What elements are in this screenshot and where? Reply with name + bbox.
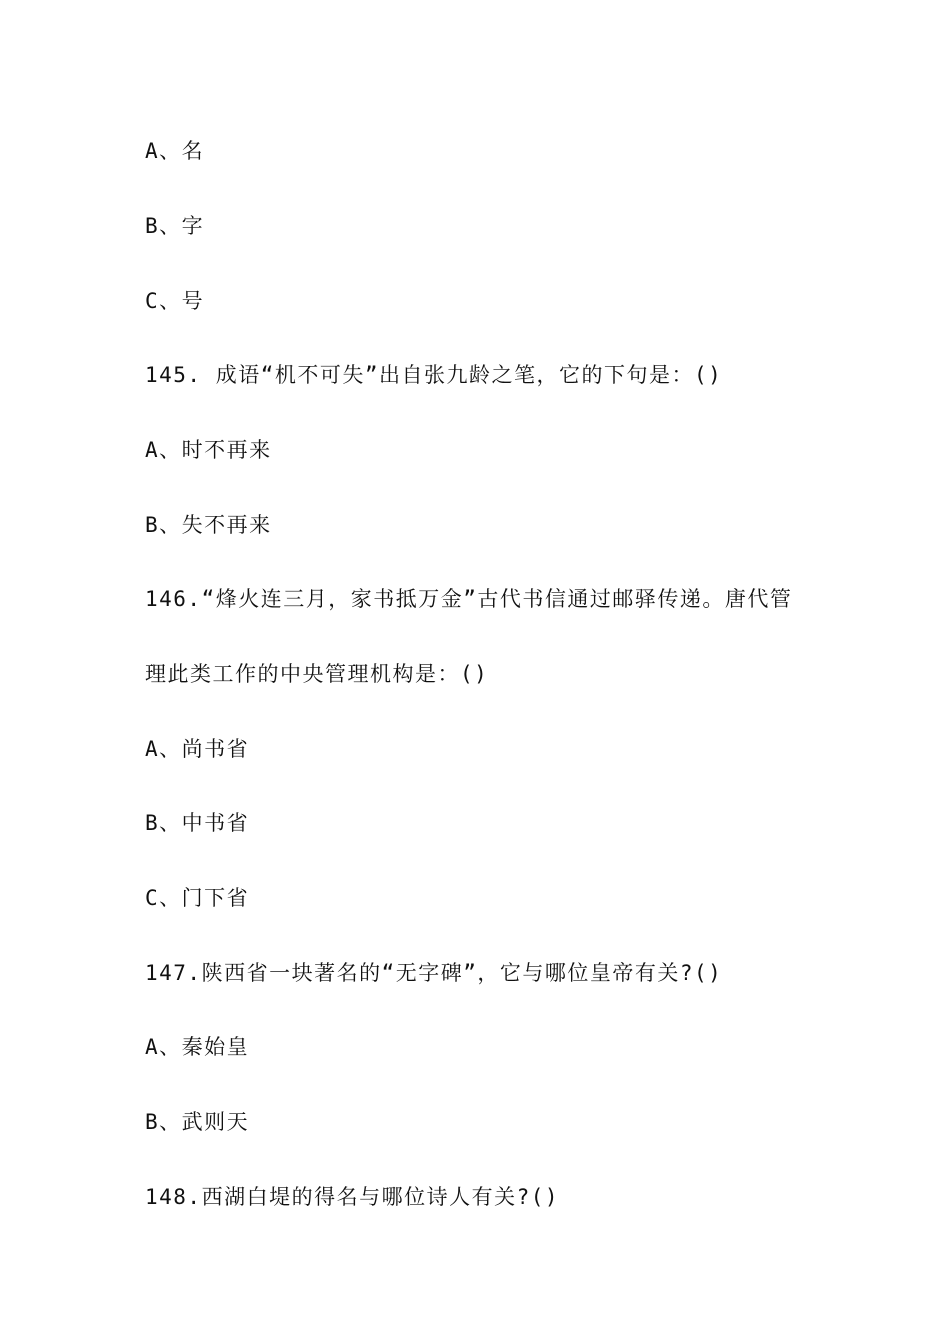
question-146-line-2: 理此类工作的中央管理机构是：() bbox=[145, 662, 489, 686]
question-146-line-1: 146.“烽火连三月，家书抵万金”古代书信通过邮驿传递。唐代管 bbox=[145, 587, 793, 611]
option-146-c: C、门下省 bbox=[145, 886, 250, 910]
option-145-b: B、失不再来 bbox=[145, 513, 272, 537]
option-144-c: C、号 bbox=[145, 289, 205, 313]
option-146-a: A、尚书省 bbox=[145, 737, 250, 761]
option-145-a: A、时不再来 bbox=[145, 438, 272, 462]
option-144-b: B、字 bbox=[145, 214, 205, 238]
option-147-b: B、武则天 bbox=[145, 1110, 250, 1134]
option-144-a: A、名 bbox=[145, 139, 205, 163]
option-147-a: A、秦始皇 bbox=[145, 1035, 250, 1059]
question-145: 145. 成语“机不可失”出自张九龄之笔，它的下句是：() bbox=[145, 363, 723, 387]
question-148: 148.西湖白堤的得名与哪位诗人有关?() bbox=[145, 1185, 560, 1209]
question-147: 147.陕西省一块著名的“无字碑”，它与哪位皇帝有关?() bbox=[145, 961, 723, 985]
option-146-b: B、中书省 bbox=[145, 811, 250, 835]
